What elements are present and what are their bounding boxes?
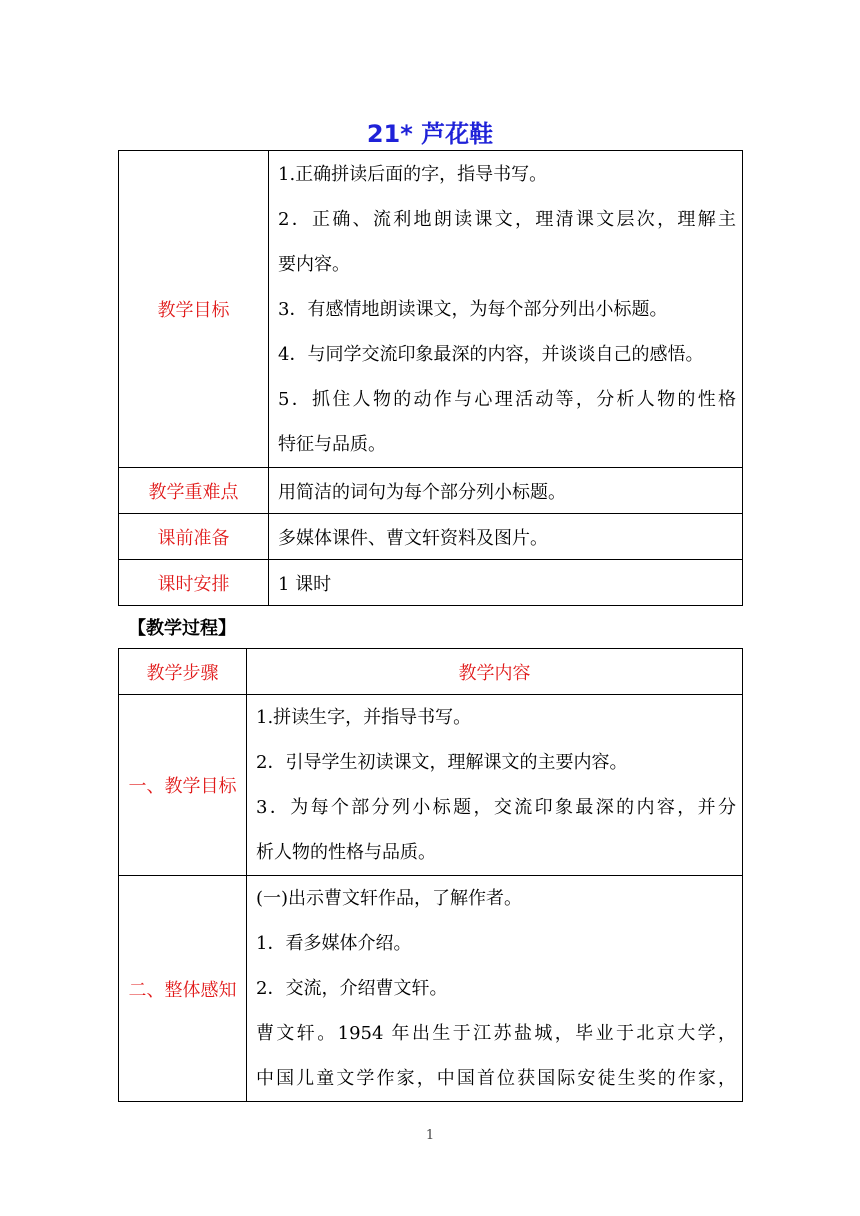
goals-label: 教学目标 — [119, 151, 269, 468]
step-1-line-1: 1.拼读生字，并指导书写。 — [256, 707, 472, 728]
step-label-1: 一、教学目标 — [119, 695, 247, 876]
process-heading: 【教学过程】 — [128, 618, 236, 639]
step-2-line-5: 中国儿童文学作家，中国首位获国际安徒生奖的作家， — [256, 1068, 736, 1089]
preparation-label: 课前准备 — [119, 514, 269, 560]
key-points-label: 教学重难点 — [119, 468, 269, 514]
goals-line-7: 特征与品质。 — [278, 433, 386, 455]
step-content-2 — [247, 876, 743, 1102]
class-hours-content: 1 课时 — [269, 560, 743, 606]
goals-line-4: 3．有感情地朗读课文，为每个部分列出小标题。 — [278, 298, 668, 320]
step-2-line-1: (一)出示曹文轩作品，了解作者。 — [256, 888, 523, 909]
step-label-2: 二、整体感知 — [119, 876, 247, 1102]
goals-line-1: 1.正确拼读后面的字，指导书写。 — [278, 163, 548, 185]
step-2-line-2: 1．看多媒体介绍。 — [256, 933, 412, 954]
table-row — [119, 468, 743, 514]
goals-content — [269, 151, 743, 468]
step-1-line-2: 2．引导学生初读课文，理解课文的主要内容。 — [256, 752, 628, 773]
document-title: 21* 芦花鞋 — [366, 120, 494, 148]
table-row — [119, 514, 743, 560]
table-row — [119, 560, 743, 606]
page-number: 1 — [425, 1128, 435, 1143]
key-points-content: 用简洁的词句为每个部分列小标题。 — [269, 468, 743, 514]
step-content-1 — [247, 695, 743, 876]
table-row — [119, 695, 743, 876]
goals-line-6: 5．抓住人物的动作与心理活动等，分析人物的性格 — [278, 388, 736, 410]
teaching-process-table — [118, 648, 743, 1102]
goals-line-3: 要内容。 — [278, 253, 350, 275]
class-hours-label: 课时安排 — [119, 560, 269, 606]
step-2-line-3: 2．交流，介绍曹文轩。 — [256, 978, 448, 999]
preparation-content: 多媒体课件、曹文轩资料及图片。 — [269, 514, 743, 560]
table-row — [119, 151, 743, 468]
lesson-info-table — [118, 150, 743, 606]
goals-line-5: 4．与同学交流印象最深的内容，并谈谈自己的感悟。 — [278, 343, 704, 365]
step-2-line-4: 曹文轩。1954 年出生于江苏盐城，毕业于北京大学， — [256, 1023, 736, 1044]
step-1-line-3: 3．为每个部分列小标题，交流印象最深的内容，并分 — [256, 797, 736, 818]
step-1-line-4: 析人物的性格与品质。 — [256, 842, 436, 863]
table-header-row — [119, 649, 743, 695]
col-header-content: 教学内容 — [247, 649, 743, 695]
col-header-step: 教学步骤 — [119, 649, 247, 695]
table-row — [119, 876, 743, 1102]
goals-line-2: 2．正确、流利地朗读课文，理清课文层次，理解主 — [278, 208, 736, 230]
